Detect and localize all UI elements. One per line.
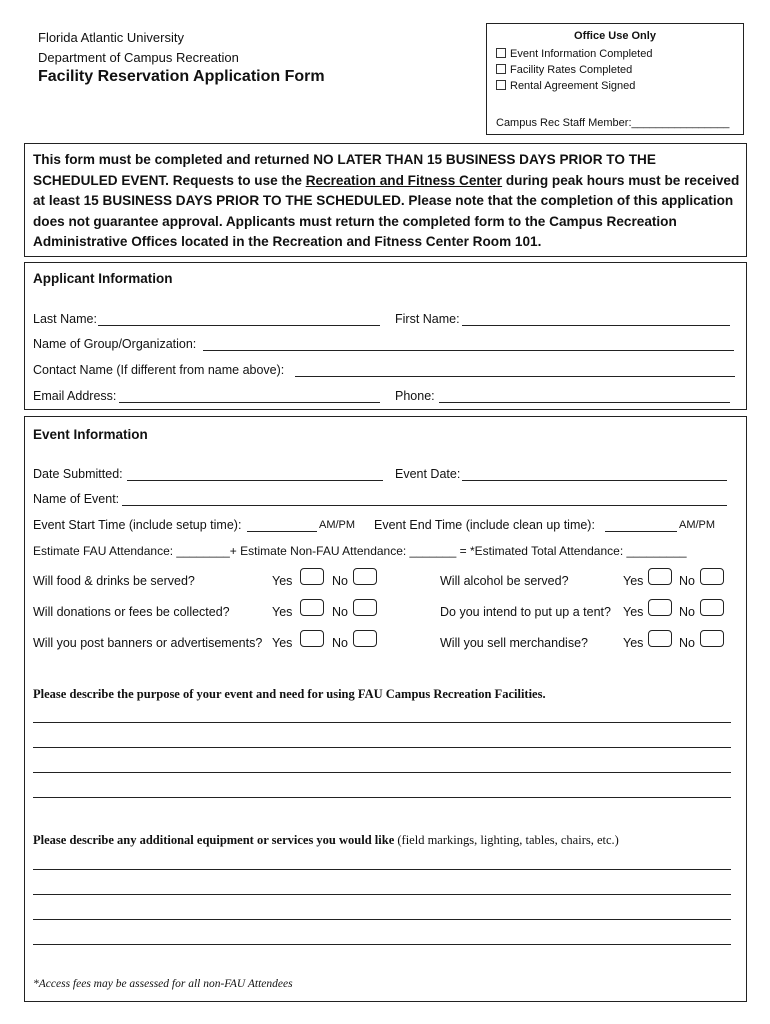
event-section-title: Event Information bbox=[33, 427, 148, 442]
start-ampm: AM/PM bbox=[319, 519, 356, 531]
purpose-line-1[interactable] bbox=[33, 722, 731, 723]
footnote: *Access fees may be assessed for all non-FAU Attendees bbox=[33, 978, 293, 990]
food-yes-box[interactable] bbox=[300, 568, 324, 585]
last-name-field[interactable] bbox=[98, 325, 380, 326]
no-label: No bbox=[332, 636, 348, 650]
q-tent-label: Do you intend to put up a tent? bbox=[440, 605, 611, 619]
checkbox-icon[interactable] bbox=[496, 48, 506, 58]
start-time-field[interactable] bbox=[247, 531, 317, 532]
end-ampm: AM/PM bbox=[679, 519, 716, 531]
merch-no-box[interactable] bbox=[700, 630, 724, 647]
university-name: Florida Atlantic University bbox=[38, 30, 184, 45]
yes-label: Yes bbox=[623, 636, 644, 650]
last-name-label: Last Name: bbox=[33, 312, 97, 326]
group-label: Name of Group/Organization: bbox=[33, 337, 197, 351]
q-banners-label: Will you post banners or advertisements? bbox=[33, 636, 263, 650]
equipment-line-1[interactable] bbox=[33, 869, 731, 870]
yes-label: Yes bbox=[272, 574, 293, 588]
no-label: No bbox=[332, 574, 348, 588]
q-food-label: Will food & drinks be served? bbox=[33, 574, 195, 588]
event-date-field[interactable] bbox=[462, 480, 727, 481]
attendance-line[interactable]: Estimate FAU Attendance: ________+ Estimate Non-FAU Attendance: _______ = *Estimated Total Attendance: _________ bbox=[33, 544, 687, 558]
event-name-field[interactable] bbox=[122, 505, 727, 506]
purpose-label: Please describe the purpose of your event and need for using FAU Campus Recreation Facilities. bbox=[33, 687, 546, 701]
event-date-label: Event Date: bbox=[395, 467, 461, 481]
email-field[interactable] bbox=[119, 402, 380, 403]
form-title: Facility Reservation Application Form bbox=[38, 68, 325, 85]
yes-label: Yes bbox=[272, 605, 293, 619]
fees-no-box[interactable] bbox=[353, 599, 377, 616]
tent-no-box[interactable] bbox=[700, 599, 724, 616]
fees-yes-box[interactable] bbox=[300, 599, 324, 616]
alcohol-no-box[interactable] bbox=[700, 568, 724, 585]
event-info-box bbox=[24, 416, 747, 1002]
office-item-facility-rates: Facility Rates Completed bbox=[496, 64, 632, 76]
office-use-title: Office Use Only bbox=[574, 30, 656, 42]
equipment-line-2[interactable] bbox=[33, 894, 731, 895]
equipment-line-3[interactable] bbox=[33, 919, 731, 920]
notice-text: This form must be completed and returned NO LATER THAN 15 BUSINESS DAYS PRIOR TO THE SCHEDULED EVENT. Requests to use the Recreation and Fitness Center during peak hours must be received at least 15 BUSINESS DAYS PRIOR TO THE SCHEDULED. Please note that the completion of this application does not guarantee approval. Applicants must return the completed form to the Campus Recreation Administrative Offices located in the Recreation and Fitness Center Room 101. bbox=[33, 152, 740, 249]
recreation-center-link[interactable]: Recreation and Fitness Center bbox=[305, 172, 503, 188]
tent-yes-box[interactable] bbox=[648, 599, 672, 616]
purpose-line-2[interactable] bbox=[33, 747, 731, 748]
email-label: Email Address: bbox=[33, 389, 117, 403]
notice-box bbox=[24, 143, 747, 257]
alcohol-yes-box[interactable] bbox=[648, 568, 672, 585]
checkbox-icon[interactable] bbox=[496, 64, 506, 74]
group-field[interactable] bbox=[203, 350, 734, 351]
phone-field[interactable] bbox=[439, 402, 730, 403]
yes-label: Yes bbox=[272, 636, 293, 650]
no-label: No bbox=[679, 574, 695, 588]
q-alcohol-label: Will alcohol be served? bbox=[440, 574, 569, 588]
applicant-info-box bbox=[24, 262, 747, 410]
no-label: No bbox=[679, 636, 695, 650]
first-name-label: First Name: bbox=[395, 312, 460, 326]
department-name: Department of Campus Recreation bbox=[38, 50, 239, 65]
first-name-field[interactable] bbox=[462, 325, 730, 326]
purpose-line-3[interactable] bbox=[33, 772, 731, 773]
purpose-line-4[interactable] bbox=[33, 797, 731, 798]
banners-no-box[interactable] bbox=[353, 630, 377, 647]
checkbox-icon[interactable] bbox=[496, 80, 506, 90]
equipment-hint: (field markings, lighting, tables, chairs, etc.) bbox=[394, 833, 619, 847]
date-submitted-label: Date Submitted: bbox=[33, 467, 123, 481]
contact-label: Contact Name (If different from name above): bbox=[33, 363, 285, 377]
yes-label: Yes bbox=[623, 574, 644, 588]
end-time-field[interactable] bbox=[605, 531, 677, 532]
yes-label: Yes bbox=[623, 605, 644, 619]
banners-yes-box[interactable] bbox=[300, 630, 324, 647]
staff-member-field[interactable]: Campus Rec Staff Member:________________ bbox=[496, 117, 730, 129]
merch-yes-box[interactable] bbox=[648, 630, 672, 647]
event-name-label: Name of Event: bbox=[33, 492, 120, 506]
equipment-label: Please describe any additional equipment or services you would like bbox=[33, 833, 395, 847]
office-item-rental-agreement: Rental Agreement Signed bbox=[496, 80, 635, 92]
office-use-box bbox=[486, 23, 744, 135]
contact-field[interactable] bbox=[295, 376, 735, 377]
no-label: No bbox=[332, 605, 348, 619]
applicant-section-title: Applicant Information bbox=[33, 271, 173, 286]
equipment-line-4[interactable] bbox=[33, 944, 731, 945]
no-label: No bbox=[679, 605, 695, 619]
end-time-label: Event End Time (include clean up time): bbox=[374, 518, 595, 532]
office-item-event-info: Event Information Completed bbox=[496, 48, 652, 60]
q-fees-label: Will donations or fees be collected? bbox=[33, 605, 230, 619]
start-time-label: Event Start Time (include setup time): bbox=[33, 518, 242, 532]
equipment-label-row bbox=[33, 833, 619, 848]
date-submitted-field[interactable] bbox=[127, 480, 383, 481]
q-merch-label: Will you sell merchandise? bbox=[440, 636, 588, 650]
phone-label: Phone: bbox=[395, 389, 435, 403]
food-no-box[interactable] bbox=[353, 568, 377, 585]
